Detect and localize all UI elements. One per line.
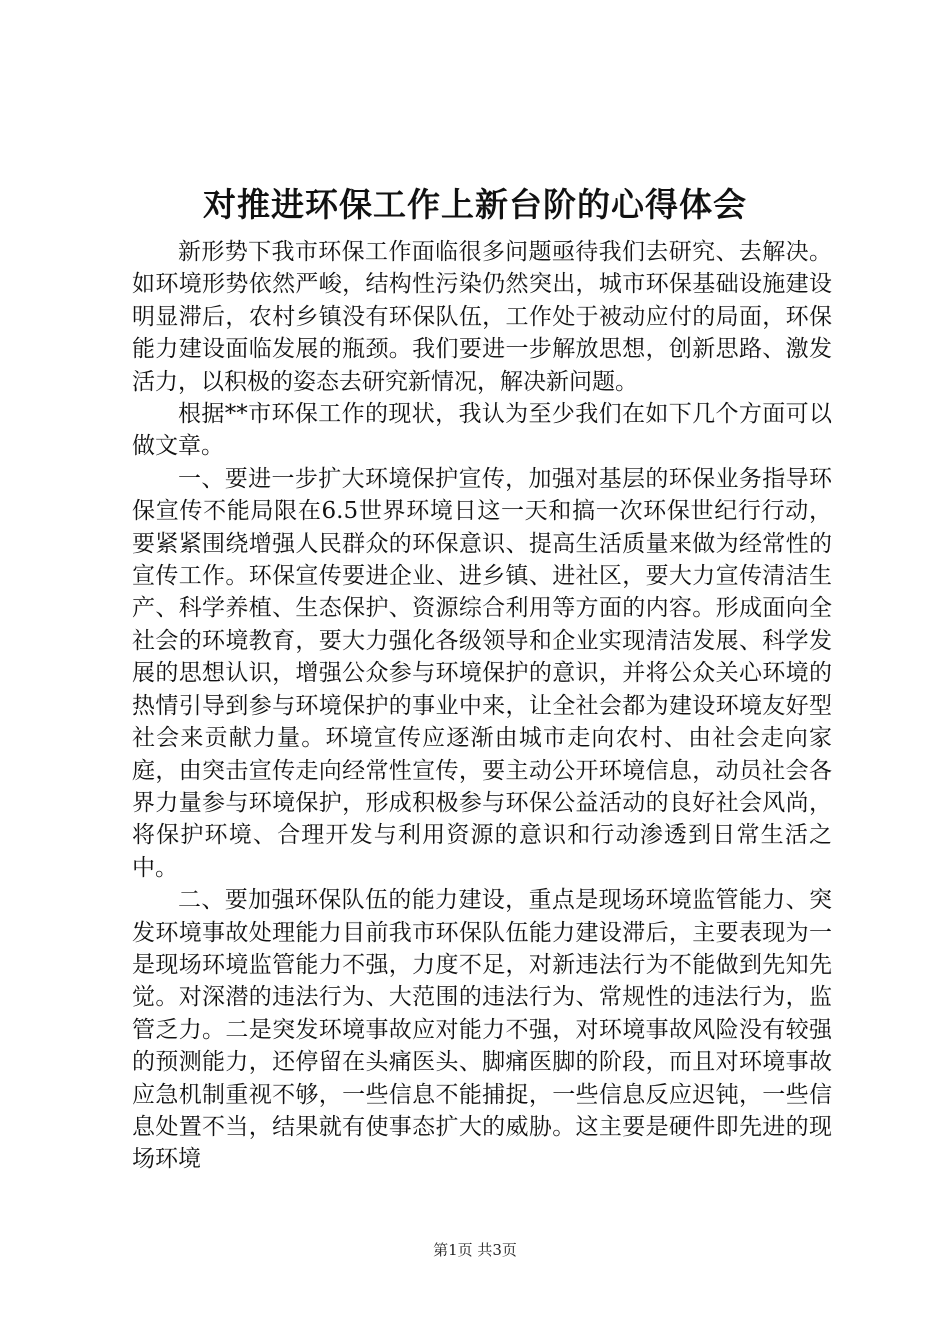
page-number-footer: 第1页 共3页 bbox=[433, 1241, 517, 1259]
paragraph-point-two: 二、要加强环保队伍的能力建设，重点是现场环境监管能力、突发环境事故处理能力目前我市环保队伍能力建设滞后，主要表现为一是现场环境监管能力不强，力度不足，对新违法行为不能做到先知先觉。对深潜的违法行为、大范围的违法行为、常规性的违法行为，监管乏力。二是突发环境事故应对能力不强，对环境事故风险没有较强的预测能力，还停留在头痛医头、脚痛医脚的阶段，而且对环境事故应急机制重视不够，一些信息不能捕捉，一些信息反应迟钝，一些信息处置不当，结果就有使事态扩大的威胁。这主要是硬件即先进的现场环境 bbox=[132, 887, 832, 1173]
paragraph-overview: 根据**市环保工作的现状，我认为至少我们在如下几个方面可以做文章。 bbox=[132, 401, 832, 460]
paragraph-intro: 新形势下我市环保工作面临很多问题亟待我们去研究、去解决。如环境形势依然严峻，结构性污染仍然突出，城市环保基础设施建设明显滞后，农村乡镇没有环保队伍，工作处于被动应付的局面，环保能力建设面临发展的瓶颈。我们要进一步解放思想，创新思路、激发活力，以积极的姿态去研究新情况，解决新问题。 bbox=[132, 239, 832, 395]
document-title: 对推进环保工作上新台阶的心得体会 bbox=[203, 185, 747, 224]
document-body bbox=[132, 236, 832, 1176]
paragraph-point-one: 一、要进一步扩大环境保护宣传，加强对基层的环保业务指导环保宣传不能局限在6.5世界环境日这一天和搞一次环保世纪行行动，要紧紧围绕增强人民群众的环保意识、提高生活质量来做为经常性的宣传工作。环保宣传要进企业、进乡镇、进社区，要大力宣传清洁生产、科学养植、生态保护、资源综合利用等方面的内容。形成面向全社会的环境教育，要大力强化各级领导和企业实现清洁发展、科学发展的思想认识，增强公众参与环境保护的意识，并将公众关心环境的热情引导到参与环境保护的事业中来，让全社会都为建设环境友好型社会来贡献力量。环境宣传应逐渐由城市走向农村、由社会走向家庭，由突击宣传走向经常性宣传，要主动公开环境信息，动员社会各界力量参与环境保护，形成积极参与环保公益活动的良好社会风尚，将保护环境、合理开发与利用资源的意识和行动渗透到日常生活之中。 bbox=[132, 465, 832, 881]
